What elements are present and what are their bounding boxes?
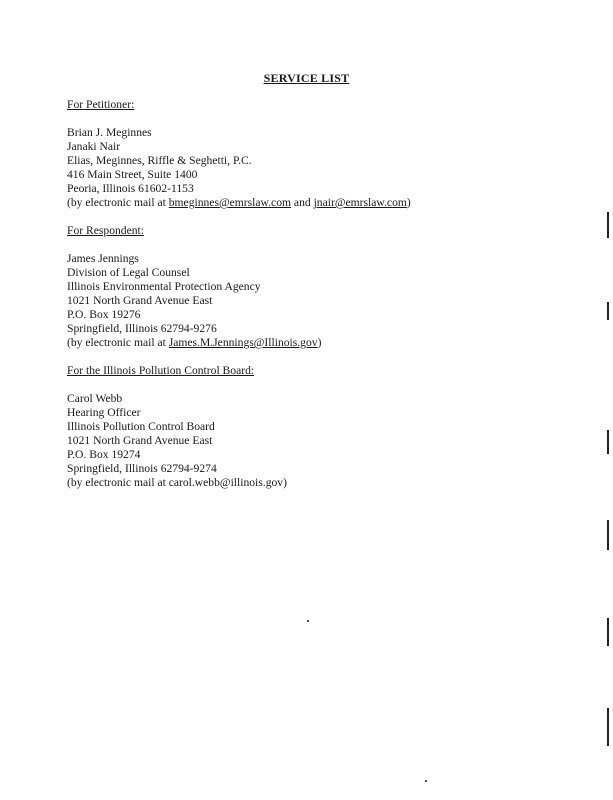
petitioner-line: Peoria, Illinois 61602-1153: [67, 182, 194, 195]
respondent-section: [67, 224, 321, 350]
respondent-email-line: [67, 336, 321, 350]
petitioner-line: 416 Main Street, Suite 1400: [67, 168, 198, 181]
board-line: Springfield, Illinois 62794-9274: [67, 462, 217, 475]
email-prefix: (by electronic mail at: [67, 196, 169, 209]
respondent-line: Illinois Environmental Protection Agency: [67, 280, 261, 293]
email-suffix: ): [317, 336, 322, 349]
board-section: [67, 364, 287, 490]
board-line: Carol Webb: [67, 392, 123, 405]
scan-artifact: [607, 618, 609, 646]
petitioner-section: [67, 98, 411, 210]
scan-speck: [307, 620, 309, 622]
respondent-line: Division of Legal Counsel: [67, 266, 190, 279]
scan-artifact: [607, 430, 609, 454]
board-line: 1021 North Grand Avenue East: [67, 434, 213, 447]
board-line: Hearing Officer: [67, 406, 141, 419]
petitioner-email-line: [67, 196, 411, 210]
scan-artifact: [607, 302, 609, 320]
email-suffix: ): [406, 196, 411, 209]
scan-speck: [425, 780, 427, 782]
petitioner-line: Janaki Nair: [67, 140, 121, 153]
petitioner-heading: For Petitioner:: [67, 98, 135, 111]
respondent-line: Springfield, Illinois 62794-9276: [67, 322, 217, 335]
email-connector: and: [291, 196, 314, 209]
scan-artifact: [607, 212, 609, 238]
respondent-line: 1021 North Grand Avenue East: [67, 294, 213, 307]
petitioner-line: Brian J. Meginnes: [67, 126, 152, 139]
respondent-heading: For Respondent:: [67, 224, 144, 237]
petitioner-email-link-2[interactable]: jnair@emrslaw.com: [313, 196, 407, 209]
scan-artifact: [607, 520, 609, 550]
respondent-email-link[interactable]: James.M.Jennings@Illinois.gov: [168, 336, 318, 349]
petitioner-email-link-1[interactable]: bmeginnes@emrslaw.com: [168, 196, 292, 209]
board-line: Illinois Pollution Control Board: [67, 420, 215, 433]
board-heading: For the Illinois Pollution Control Board:: [67, 364, 255, 377]
board-email-line: (by electronic mail at carol.webb@illinois.gov): [67, 476, 287, 489]
respondent-line: James Jennings: [67, 252, 139, 265]
scan-artifact: [607, 708, 609, 746]
respondent-line: P.O. Box 19276: [67, 308, 141, 321]
board-line: P.O. Box 19274: [67, 448, 141, 461]
petitioner-line: Elias, Meginnes, Riffle & Seghetti, P.C.: [67, 154, 252, 167]
page-title: SERVICE LIST: [263, 71, 350, 85]
email-prefix: (by electronic mail at: [67, 336, 169, 349]
